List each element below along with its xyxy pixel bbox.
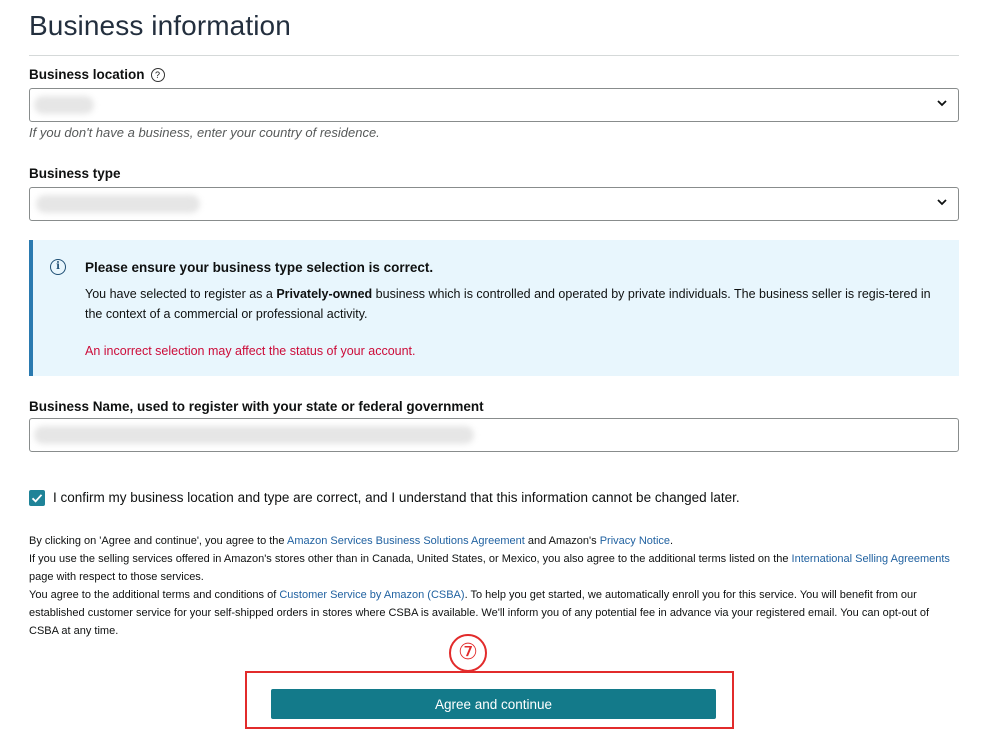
alert-body-bold: Privately-owned — [276, 287, 373, 301]
business-name-input[interactable] — [29, 418, 959, 452]
privacy-notice-link[interactable]: Privacy Notice — [599, 535, 670, 547]
legal-text: You agree to the additional terms and conditions of — [29, 589, 280, 601]
legal-text: . To help you get started, we automatically enroll you for this service. You will benefit from our established customer service for your self-shipped orders in stores where CSBA is available. We'll inform you of any potential fee in advance via your registered email. You can opt-out of CSBA at any time. — [29, 589, 930, 637]
legal-text: . — [670, 535, 674, 547]
page-title: Business information — [29, 10, 291, 41]
agree-and-continue-button[interactable]: Agree and continue — [271, 689, 716, 719]
redacted-value — [34, 96, 94, 114]
redacted-value — [34, 426, 474, 444]
legal-text: page with respect to those services. — [29, 571, 204, 583]
alert-title: Please ensure your business type selection is correct. — [85, 260, 434, 275]
business-location-label-text: Business location — [29, 67, 145, 82]
legal-text: If you use the selling services offered in Amazon's stores other than in Canada, United States, or Mexico, you also agree to the additional terms listed on the — [29, 553, 792, 565]
business-name-label: Business Name, used to register with your state or federal government — [29, 399, 484, 414]
alert-body-prefix: You have selected to register as a — [85, 287, 277, 301]
question-circle-icon[interactable]: ? — [151, 68, 165, 82]
legal-text: By clicking on 'Agree and continue', you agree to the — [29, 535, 287, 547]
alert-body — [85, 284, 935, 324]
legal-paragraph-2 — [29, 550, 959, 586]
redacted-value — [36, 195, 200, 213]
csba-link[interactable]: Customer Service by Amazon (CSBA) — [279, 589, 465, 601]
confirm-label: I confirm my business location and type are correct, and I understand that this information cannot be changed later. — [53, 490, 740, 505]
confirm-checkbox[interactable] — [29, 490, 45, 506]
legal-paragraph-3 — [29, 586, 959, 640]
business-location-hint: If you don't have a business, enter your country of residence. — [29, 125, 380, 140]
legal-text: and Amazon's — [524, 535, 600, 547]
international-selling-agreements-link[interactable]: International Selling Agreements — [791, 553, 950, 565]
title-divider — [29, 55, 959, 56]
business-location-label — [29, 67, 165, 82]
business-location-select[interactable] — [29, 88, 959, 122]
alert-warning: An incorrect selection may affect the status of your account. — [85, 344, 416, 358]
business-type-select[interactable] — [29, 187, 959, 221]
business-type-label: Business type — [29, 166, 121, 181]
alert-body-suffix: business which is controlled and operated by private individuals. The business seller is regis-tered in the context of a commercial or professional activity. — [85, 287, 931, 321]
chevron-down-icon — [936, 97, 948, 109]
checkmark-icon — [29, 490, 45, 506]
legal-paragraph-1 — [29, 532, 959, 550]
step-marker: ⑦ — [449, 634, 487, 672]
chevron-down-icon — [936, 196, 948, 208]
business-solutions-agreement-link[interactable]: Amazon Services Business Solutions Agreement — [286, 535, 525, 547]
info-circle-icon: i — [50, 259, 66, 275]
